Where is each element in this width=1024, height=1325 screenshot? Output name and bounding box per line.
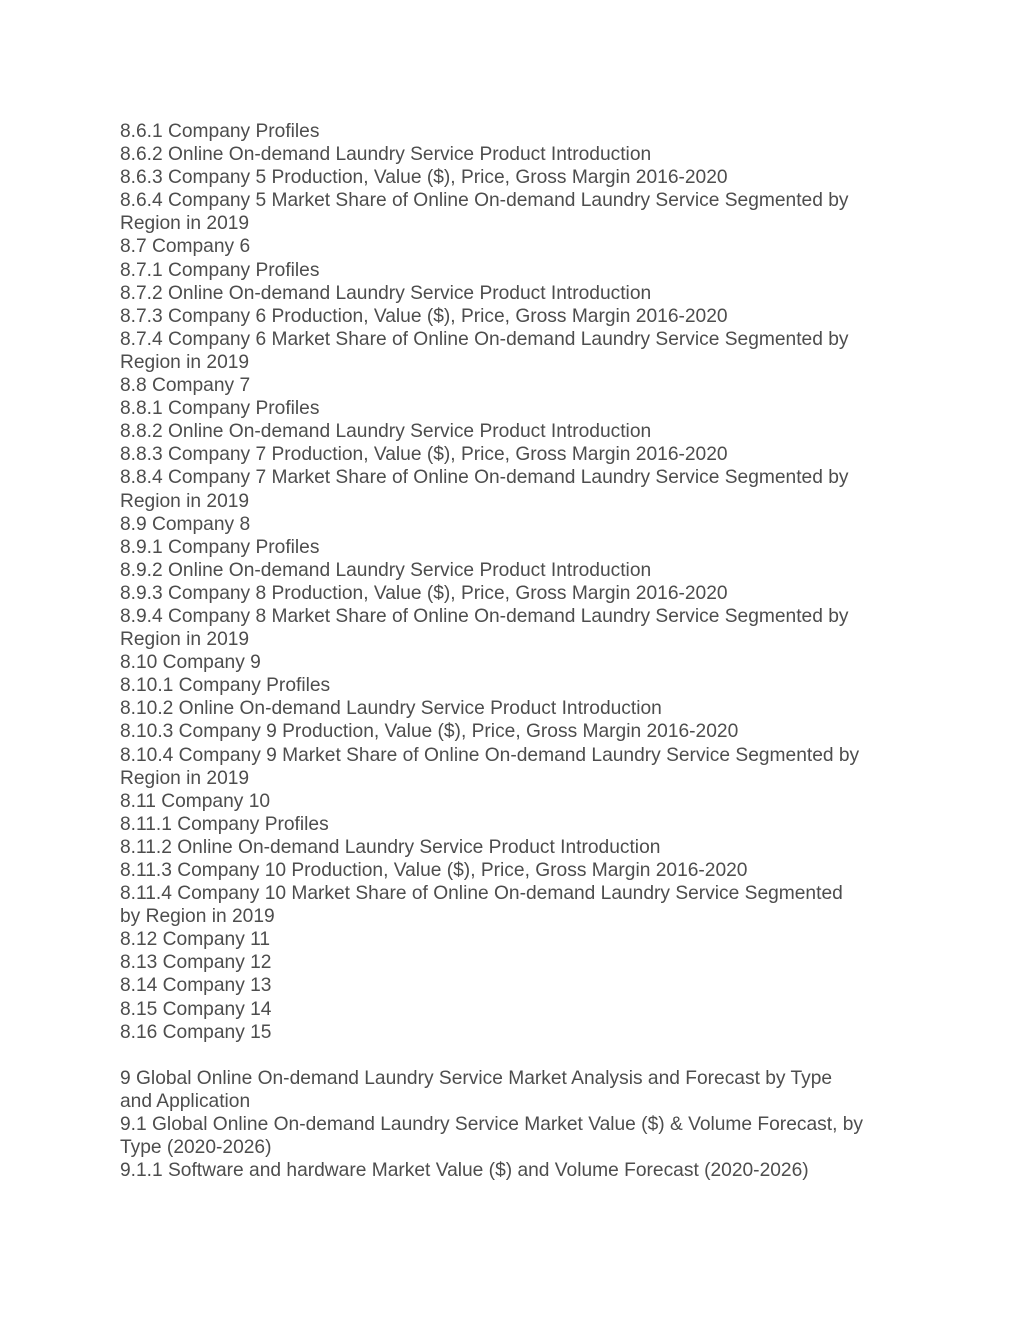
toc-line: 8.7.2 Online On-demand Laundry Service Product Introduction	[120, 282, 652, 304]
toc-line: 8.9.1 Company Profiles	[120, 536, 320, 558]
toc-line: 8.11.2 Online On-demand Laundry Service Product Introduction	[120, 836, 661, 858]
toc-line: 8.7.1 Company Profiles	[120, 259, 320, 281]
toc-line: 8.6.3 Company 5 Production, Value ($), Price, Gross Margin 2016-2020	[120, 167, 728, 189]
toc-line: 8.6.1 Company Profiles	[120, 121, 320, 142]
toc-line: 8.15 Company 14	[120, 998, 272, 1020]
toc-line: 8.7.4 Company 6 Market Share of Online On-demand Laundry Service Segmented by	[120, 328, 849, 350]
toc-line: 8.11 Company 10	[120, 790, 271, 812]
toc-line: 8.8.1 Company Profiles	[120, 398, 320, 420]
toc-line: Region in 2019	[120, 351, 250, 373]
toc-line: Region in 2019	[120, 213, 250, 235]
toc-line: 8.9.2 Online On-demand Laundry Service Product Introduction	[120, 559, 652, 581]
toc-line: Region in 2019	[120, 629, 250, 651]
toc-line: 8.14 Company 13	[120, 975, 272, 997]
toc-line: 8.8 Company 7	[120, 375, 251, 397]
toc-line: 8.11.4 Company 10 Market Share of Online On-demand Laundry Service Segmented	[120, 883, 843, 905]
toc-line: 8.13 Company 12	[120, 952, 272, 974]
section-9-heading-continued: and Application	[120, 1090, 251, 1112]
toc-line: 8.9.3 Company 8 Production, Value ($), Price, Gross Margin 2016-2020	[120, 582, 728, 604]
toc-line: 8.10.3 Company 9 Production, Value ($), Price, Gross Margin 2016-2020	[120, 721, 739, 743]
toc-line: 8.10.1 Company Profiles	[120, 675, 331, 697]
toc-line: 8.9 Company 8	[120, 513, 251, 535]
toc-line: Type (2020-2026)	[120, 1137, 272, 1159]
toc-line: 8.6.2 Online On-demand Laundry Service Product Introduction	[120, 144, 652, 166]
toc-line: 8.8.4 Company 7 Market Share of Online On-demand Laundry Service Segmented by	[120, 467, 849, 489]
toc-line: 8.12 Company 11	[120, 929, 271, 951]
toc-line: 8.7.3 Company 6 Production, Value ($), Price, Gross Margin 2016-2020	[120, 305, 728, 327]
toc-line: 9.1.1 Software and hardware Market Value ($) and Volume Forecast (2020-2026)	[120, 1160, 809, 1182]
section-gap	[120, 1044, 910, 1067]
toc-line: 9.1 Global Online On-demand Laundry Service Market Value ($) & Volume Forecast, by	[120, 1114, 863, 1136]
toc-line: 8.8.2 Online On-demand Laundry Service Product Introduction	[120, 421, 652, 443]
toc-line: 8.8.3 Company 7 Production, Value ($), Price, Gross Margin 2016-2020	[120, 444, 728, 466]
toc-line: Region in 2019	[120, 490, 250, 512]
toc-line: 8.10.2 Online On-demand Laundry Service Product Introduction	[120, 698, 662, 720]
toc-line: 8.10.4 Company 9 Market Share of Online On-demand Laundry Service Segmented by	[120, 744, 860, 766]
toc-line: by Region in 2019	[120, 906, 275, 928]
toc-line: 8.11.1 Company Profiles	[120, 813, 329, 835]
toc-line: 8.11.3 Company 10 Production, Value ($), Price, Gross Margin 2016-2020	[120, 860, 748, 881]
toc-line: 8.9.4 Company 8 Market Share of Online On-demand Laundry Service Segmented by	[120, 605, 849, 627]
toc-line: 8.7 Company 6	[120, 236, 251, 258]
document-page	[120, 120, 910, 1182]
toc-line: 8.6.4 Company 5 Market Share of Online On-demand Laundry Service Segmented by	[120, 190, 849, 212]
toc-line: 8.16 Company 15	[120, 1021, 272, 1043]
section-9-heading: 9 Global Online On-demand Laundry Service Market Analysis and Forecast by Type	[120, 1067, 833, 1089]
toc-line: 8.10 Company 9	[120, 652, 261, 674]
toc-line: Region in 2019	[120, 767, 250, 789]
